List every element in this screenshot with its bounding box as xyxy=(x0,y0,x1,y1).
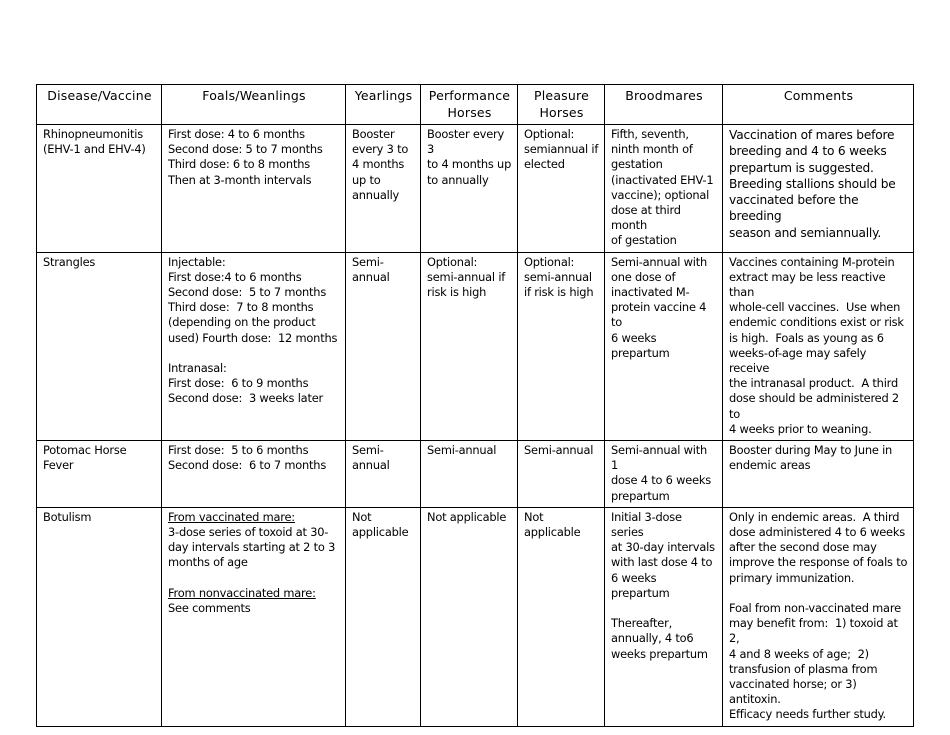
cell-line: Then at 3-month intervals xyxy=(168,172,312,187)
cell-line: to annually xyxy=(427,172,489,187)
cell-comments xyxy=(723,507,914,726)
cell-line: applicable xyxy=(524,525,581,540)
cell-line: endemic conditions exist or risk xyxy=(729,315,904,330)
cell-pleasure xyxy=(518,441,605,508)
cell-line: Fever xyxy=(43,458,74,473)
cell-line: annually xyxy=(352,187,400,202)
cell-line: every 3 to xyxy=(352,142,409,157)
row-botulism xyxy=(37,507,914,726)
cell-line: Fifth, seventh, xyxy=(611,127,689,141)
cell-text xyxy=(168,525,340,571)
cell-line: dose at third month xyxy=(611,203,685,233)
header-row xyxy=(37,85,914,125)
cell-yearlings xyxy=(346,441,421,508)
cell-line: Semi- xyxy=(352,254,384,269)
cell-line: ninth month of xyxy=(611,142,693,157)
cell-line: to 4 months up xyxy=(427,157,512,172)
cell-text xyxy=(729,127,908,241)
cell-performance xyxy=(421,507,518,726)
row-potomac-horse-fever xyxy=(37,441,914,508)
cell-broodmares xyxy=(605,441,723,508)
cell-line: semiannual if xyxy=(524,142,599,157)
cell-line: up to xyxy=(352,172,381,187)
cell-comments xyxy=(723,252,914,440)
cell-line: may benefit from: 1) toxoid at 2, xyxy=(729,616,902,646)
cell-text xyxy=(427,443,512,458)
cell-line: prepartum xyxy=(611,488,670,503)
cell-broodmares xyxy=(605,507,723,726)
cell-line: Strangles xyxy=(43,254,96,269)
cell-broodmares xyxy=(605,252,723,440)
cell-line: Intranasal: xyxy=(168,360,227,375)
row-rhinopneumonitis xyxy=(37,125,914,253)
cell-text xyxy=(427,255,512,301)
cell-text xyxy=(611,255,717,361)
cell-line: vaccine); optional xyxy=(611,187,710,202)
cell-foals xyxy=(162,252,346,440)
cell-line: dose should be administered 2 to xyxy=(729,391,903,421)
cell-line: annual xyxy=(352,269,390,284)
cell-text xyxy=(168,443,340,473)
cell-yearlings xyxy=(346,507,421,726)
cell-line: 3-dose series of toxoid at 30- xyxy=(168,525,329,540)
cell-line: applicable xyxy=(352,525,409,540)
cell-line: 4 weeks prior to weaning. xyxy=(729,421,872,436)
cell-line: months of age xyxy=(168,555,248,570)
cell-text xyxy=(524,255,599,301)
foals-subheading-vaccinated: From vaccinated mare: xyxy=(168,509,295,524)
cell-text xyxy=(43,127,156,157)
cell-line: Semi-annual with xyxy=(611,254,707,269)
cell-line: Optional: xyxy=(427,254,478,269)
cell-yearlings xyxy=(346,252,421,440)
cell-line: Second dose: 5 to 7 months xyxy=(168,285,327,300)
header-disease: Disease/Vaccine xyxy=(37,85,162,125)
cell-comments xyxy=(723,441,914,508)
header-performance: Performance Horses xyxy=(421,85,518,125)
cell-line: extract may be less reactive than xyxy=(729,269,889,300)
cell-line: endemic areas xyxy=(729,458,811,473)
cell-line: Injectable: xyxy=(168,254,226,269)
cell-line: breeding and 4 to 6 weeks xyxy=(729,144,887,159)
cell-line: 6 weeks prepartum xyxy=(611,570,670,600)
cell-foals xyxy=(162,441,346,508)
cell-line: Booster every 3 xyxy=(427,127,508,157)
cell-line: Thereafter, xyxy=(611,616,672,631)
cell-line: Foal from non-vaccinated mare xyxy=(729,600,901,615)
cell-line: day intervals starting at 2 to 3 xyxy=(168,540,336,555)
cell-text xyxy=(524,443,599,458)
cell-text xyxy=(352,443,415,473)
cell-line: the intranasal product. A third xyxy=(729,376,898,391)
cell-text xyxy=(168,361,340,407)
cell-text xyxy=(427,127,512,188)
cell-line: Not xyxy=(524,509,544,524)
cell-text xyxy=(352,255,415,285)
cell-line: after the second dose may xyxy=(729,540,877,555)
cell-foals xyxy=(162,507,346,726)
cell-line: improve the response of foals to xyxy=(729,555,908,570)
cell-text xyxy=(168,127,340,188)
cell-line: 6 weeks prepartum xyxy=(611,330,670,360)
cell-performance xyxy=(421,441,518,508)
cell-line: if risk is high xyxy=(524,285,594,300)
cell-performance xyxy=(421,252,518,440)
cell-line: Second dose: 3 weeks later xyxy=(168,391,324,406)
cell-text xyxy=(168,601,340,616)
cell-line: Optional: xyxy=(524,254,575,269)
cell-line: Only in endemic areas. A third xyxy=(729,509,900,524)
cell-line: whole-cell vaccines. Use when xyxy=(729,300,901,315)
cell-line: Second dose: 6 to 7 months xyxy=(168,458,327,473)
cell-text xyxy=(43,255,156,270)
cell-line: Botulism xyxy=(43,509,92,524)
cell-line: weeks prepartum xyxy=(611,646,708,661)
cell-line: (inactivated EHV-1 xyxy=(611,172,714,187)
header-comments: Comments xyxy=(723,85,914,125)
cell-yearlings xyxy=(346,125,421,253)
cell-disease xyxy=(37,252,162,440)
cell-line: Rhinopneumonitis xyxy=(43,127,143,141)
header-pleasure: Pleasure Horses xyxy=(518,85,605,125)
cell-performance xyxy=(421,125,518,253)
cell-line: vaccinated horse; or 3) antitoxin. xyxy=(729,676,860,707)
cell-line: protein vaccine 4 to xyxy=(611,300,710,330)
vaccine-table xyxy=(36,84,914,727)
cell-line: used) Fourth dose: 12 months xyxy=(168,330,338,345)
cell-line: risk is high xyxy=(427,285,487,300)
cell-line: transfusion of plasma from xyxy=(729,661,878,676)
cell-text xyxy=(611,616,717,662)
cell-line: at 30-day intervals xyxy=(611,540,715,555)
row-strangles xyxy=(37,252,914,440)
cell-line: Vaccination of mares before xyxy=(729,128,895,142)
cell-line: (depending on the product xyxy=(168,315,316,330)
cell-line: gestation xyxy=(611,157,663,172)
cell-line: prepartum is suggested. xyxy=(729,160,874,175)
cell-line: Semi- xyxy=(352,443,384,458)
cell-line: 4 and 8 weeks of age; 2) xyxy=(729,646,869,661)
cell-line: inactivated M- xyxy=(611,285,690,300)
cell-line: vaccinated before the breeding xyxy=(729,193,863,224)
cell-disease xyxy=(37,125,162,253)
cell-text xyxy=(427,510,512,525)
cell-broodmares xyxy=(605,125,723,253)
cell-line: First dose: 5 to 6 months xyxy=(168,443,309,458)
cell-line: Booster during May to June in xyxy=(729,443,893,458)
cell-line: See comments xyxy=(168,600,251,615)
cell-text xyxy=(43,443,156,473)
cell-line: Second dose: 5 to 7 months xyxy=(168,142,323,157)
cell-line: 4 months xyxy=(352,157,405,172)
cell-text xyxy=(611,443,717,504)
cell-line: Initial 3-dose series xyxy=(611,509,686,540)
cell-text xyxy=(524,510,599,540)
cell-pleasure xyxy=(518,507,605,726)
cell-line: Not xyxy=(352,509,372,524)
cell-line: Vaccines containing M-protein xyxy=(729,254,895,269)
cell-line: Semi-annual xyxy=(427,443,497,458)
foals-subheading-nonvaccinated: From nonvaccinated mare: xyxy=(168,585,316,600)
cell-pleasure xyxy=(518,252,605,440)
cell-line: (EHV-1 and EHV-4) xyxy=(43,142,146,157)
cell-text xyxy=(729,255,908,437)
cell-line: primary immunization. xyxy=(729,570,855,585)
header-yearlings: Yearlings xyxy=(346,85,421,125)
cell-line: Third dose: 6 to 8 months xyxy=(168,157,310,172)
cell-line: First dose: 4 to 6 months xyxy=(168,127,305,141)
cell-text xyxy=(524,127,599,173)
cell-disease xyxy=(37,507,162,726)
cell-line: Third dose: 7 to 8 months xyxy=(168,300,314,315)
cell-pleasure xyxy=(518,125,605,253)
cell-line: Not applicable xyxy=(427,509,507,524)
cell-text xyxy=(729,510,908,586)
cell-text xyxy=(43,510,156,525)
cell-line: dose 4 to 6 weeks xyxy=(611,473,712,488)
cell-line: elected xyxy=(524,157,565,172)
cell-line: First dose:4 to 6 months xyxy=(168,269,302,284)
cell-text xyxy=(168,255,340,346)
cell-line: semi-annual xyxy=(524,269,592,284)
cell-line: Breeding stallions should be xyxy=(729,176,896,191)
cell-text xyxy=(352,510,415,540)
cell-line: one dose of xyxy=(611,269,676,284)
cell-text xyxy=(611,127,717,249)
cell-line: with last dose 4 to xyxy=(611,555,713,570)
cell-line: semi-annual if xyxy=(427,269,506,284)
cell-line: is high. Foals as young as 6 xyxy=(729,330,884,345)
cell-line: dose administered 4 to 6 weeks xyxy=(729,525,905,540)
header-foals: Foals/Weanlings xyxy=(162,85,346,125)
cell-line: of gestation xyxy=(611,233,677,248)
cell-line: annually, 4 to6 xyxy=(611,631,694,646)
cell-comments xyxy=(723,125,914,253)
cell-text xyxy=(729,443,908,473)
cell-foals xyxy=(162,125,346,253)
cell-text xyxy=(729,601,908,723)
cell-line: First dose: 6 to 9 months xyxy=(168,376,309,391)
cell-line: Efficacy needs further study. xyxy=(729,707,886,722)
cell-text xyxy=(352,127,415,203)
cell-line: weeks-of-age may safely receive xyxy=(729,345,870,376)
header-broodmares: Broodmares xyxy=(605,85,723,125)
cell-line: season and semiannually. xyxy=(729,225,882,240)
cell-line: annual xyxy=(352,458,390,473)
cell-line: Booster xyxy=(352,127,395,141)
cell-line: Semi-annual xyxy=(524,443,594,458)
cell-line: Optional: xyxy=(524,127,575,141)
cell-text xyxy=(611,510,717,601)
cell-line: Semi-annual with 1 xyxy=(611,443,711,473)
cell-line: Potomac Horse xyxy=(43,443,127,458)
cell-disease xyxy=(37,441,162,508)
